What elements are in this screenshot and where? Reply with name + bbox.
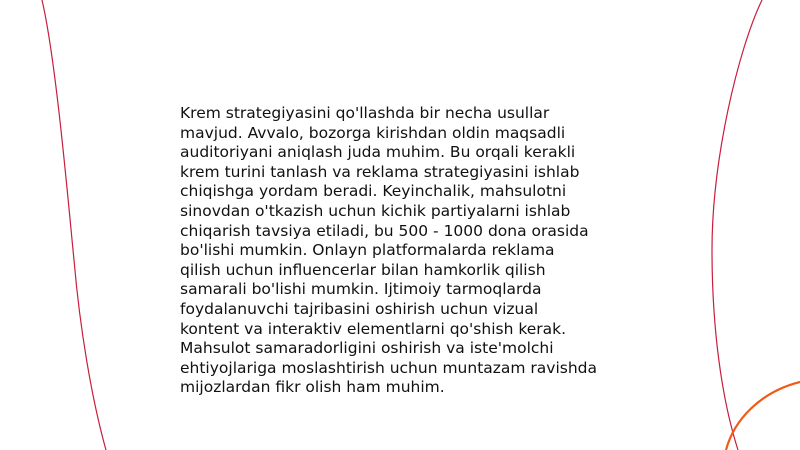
body-line: mijozlardan fikr olish ham muhim. [180, 378, 445, 397]
body-line: sinovdan o'tkazish uchun kichik partiyalarni ishlab [180, 201, 571, 220]
body-paragraph [180, 104, 630, 398]
body-line: ehtiyojlariga moslashtirish uchun muntazam ravishda [180, 358, 598, 377]
body-line: samarali bo'lishi mumkin. Ijtimoiy tarmoqlarda [180, 280, 542, 299]
left-red-arc [42, 0, 106, 450]
body-line: mavjud. Avvalo, bozorga kirishdan oldin maqsadli [180, 123, 566, 142]
body-line: kontent va interaktiv elementlarni qo'shish kerak. [180, 319, 567, 338]
body-line: auditoriyani aniqlash juda muhim. Bu orqali kerakli [180, 143, 576, 162]
right-red-arc [712, 0, 762, 450]
body-line: krem turini tanlash va reklama strategiyasini ishlab [180, 162, 580, 181]
body-line: foydalanuvchi tajribasini oshirish uchun vizual [180, 299, 539, 318]
body-line: Mahsulot samaradorligini oshirish va iste'molchi [180, 339, 554, 358]
body-line: Krem strategiyasini qo'llashda bir necha usullar [180, 104, 550, 122]
body-line: qilish uchun influencerlar bilan hamkorlik qilish [180, 260, 546, 279]
body-line: bo'lishi mumkin. Onlayn platformalarda reklama [180, 241, 555, 260]
body-line: chiqarish tavsiya etiladi, bu 500 - 1000 dona orasida [180, 221, 589, 240]
orange-circle-arc [726, 382, 800, 450]
body-line: chiqishga yordam beradi. Keyinchalik, mahsulotni [180, 182, 567, 201]
